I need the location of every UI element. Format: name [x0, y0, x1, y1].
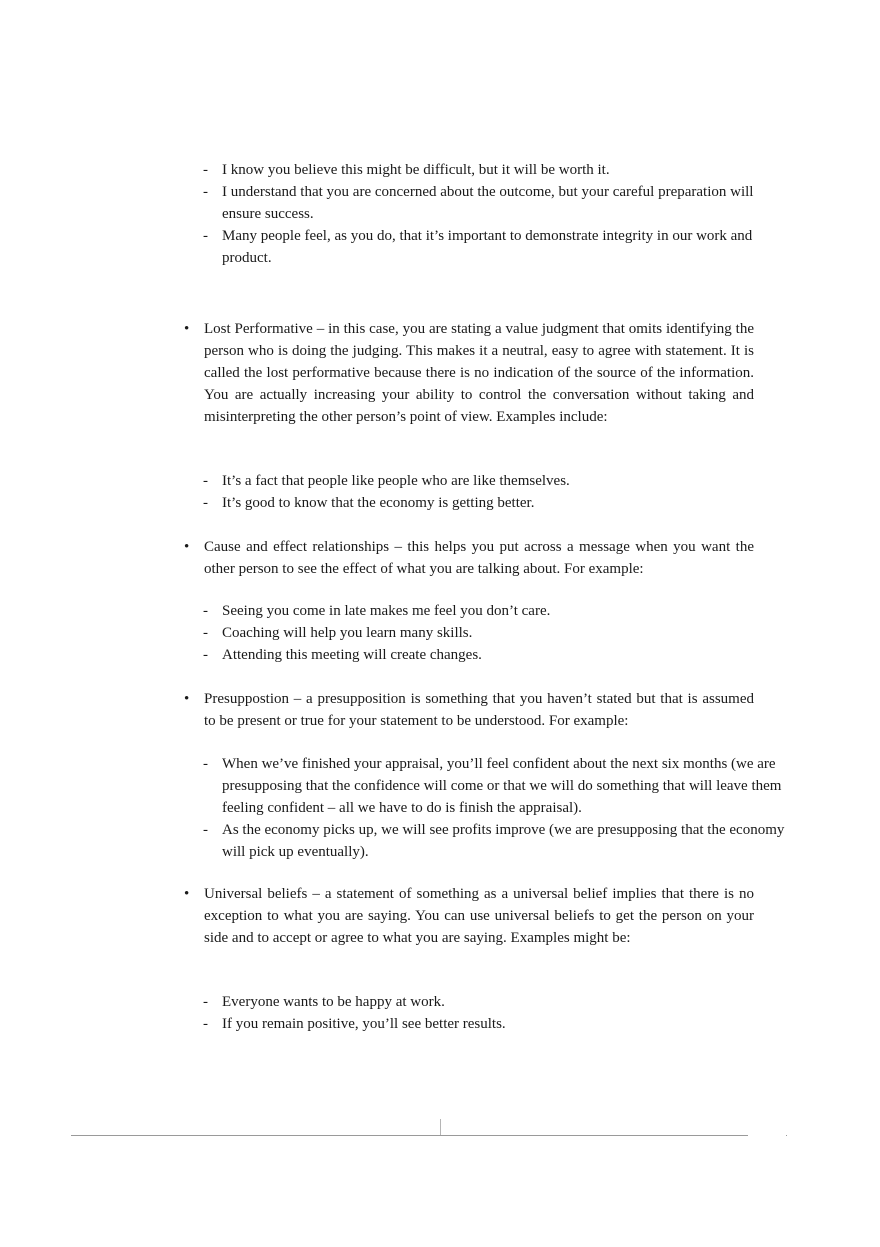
intro-example-list: [203, 159, 793, 269]
cause-effect-examples: [203, 600, 793, 666]
section-text: • Universal beliefs – a statement of something as a universal belief implies that there is no exception to what you are saying. You can use universal beliefs to get the person on your side and to accept or agree to what you are saying. Examples might be:: [184, 883, 754, 949]
list-item: - When we’ve finished your appraisal, you’ll feel confident about the next six months (we are presupposing that the confidence will come or that we will do something that will leave them feeling confident – all we have to do is finish the appraisal).: [203, 753, 793, 819]
footer-rule: [71, 1135, 748, 1136]
section-text: • Lost Performative – in this case, you are stating a value judgment that omits identifying the person who is doing the judging. This makes it a neutral, easy to agree with statement. It is called the lost performative because there is no indication of the source of the information. You are actually increasing your ability to control the conversation without taking and misinterpreting the other person’s point of view. Examples include:: [184, 318, 754, 428]
list-item: - I understand that you are concerned about the outcome, but your careful preparation will ensure success.: [203, 181, 793, 225]
list-item: - Everyone wants to be happy at work.: [203, 991, 793, 1013]
section-text: • Cause and effect relationships – this helps you put across a message when you want the other person to see the effect of what you are talking about. For example:: [184, 536, 754, 580]
section-cause-effect: [184, 536, 754, 580]
section-universal-beliefs: [184, 883, 754, 949]
list-item: - It’s good to know that the economy is getting better.: [203, 492, 793, 514]
list-item: - It’s a fact that people like people who are like themselves.: [203, 470, 793, 492]
lost-performative-examples: [203, 470, 793, 514]
list-item: - Coaching will help you learn many skills.: [203, 622, 793, 644]
footer-mark: [786, 1135, 787, 1136]
footer-divider-tick: [440, 1119, 441, 1135]
list-item: - I know you believe this might be difficult, but it will be worth it.: [203, 159, 793, 181]
list-item: - Many people feel, as you do, that it’s important to demonstrate integrity in our work and product.: [203, 225, 793, 269]
list-item: - As the economy picks up, we will see profits improve (we are presupposing that the economy will pick up eventually).: [203, 819, 793, 863]
presupposition-examples: [203, 753, 793, 863]
universal-beliefs-examples: [203, 991, 793, 1035]
list-item: - Seeing you come in late makes me feel you don’t care.: [203, 600, 793, 622]
list-item: - If you remain positive, you’ll see better results.: [203, 1013, 793, 1035]
list-item: - Attending this meeting will create changes.: [203, 644, 793, 666]
section-text: • Presuppostion – a presupposition is something that you haven’t stated but that is assumed to be present or true for your statement to be understood. For example:: [184, 688, 754, 732]
section-lost-performative: [184, 318, 754, 428]
section-presupposition: [184, 688, 754, 732]
